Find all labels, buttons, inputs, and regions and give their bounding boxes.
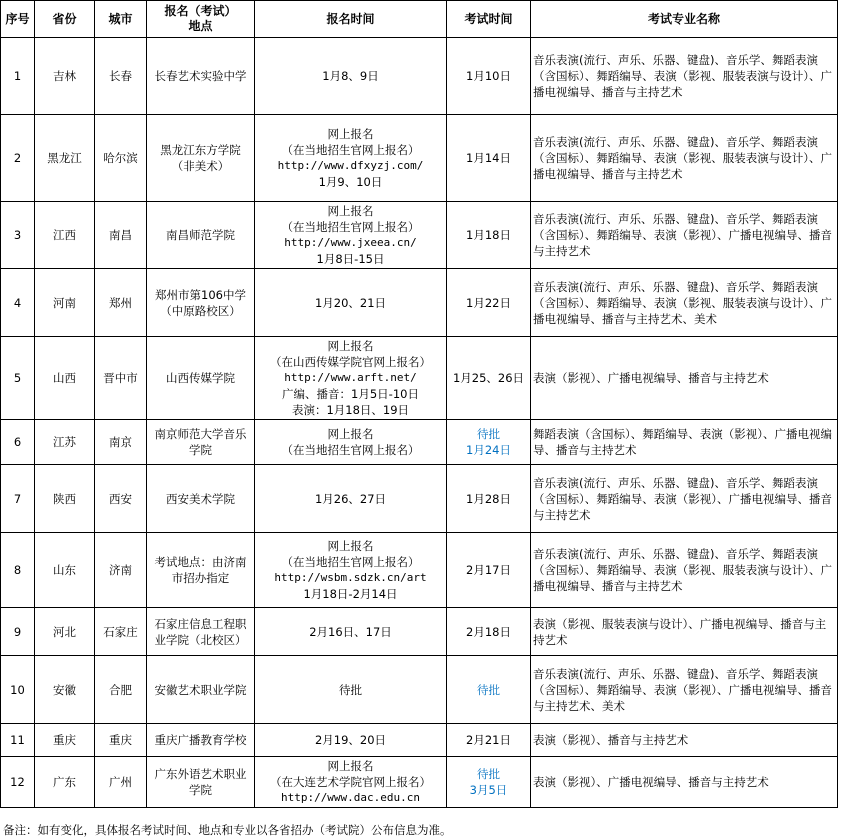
cell-city: 合肥 — [95, 656, 147, 724]
cell-province: 陕西 — [35, 465, 95, 533]
cell-major: 表演（影视）、播音与主持艺术 — [531, 724, 838, 757]
cell-registration-time — [255, 420, 447, 465]
cell-exam-time — [447, 115, 531, 202]
header-row — [1, 1, 838, 38]
cell-no: 11 — [1, 724, 35, 757]
location-line: 郑州市第106中学 — [155, 287, 246, 302]
cell-province: 重庆 — [35, 724, 95, 757]
exam-time-line: 2月17日 — [466, 563, 511, 577]
header-registration-time: 报名时间 — [255, 1, 447, 38]
exam-time-line: 1月25、26日 — [452, 371, 525, 385]
cell-province: 江西 — [35, 202, 95, 269]
registration-line: http://www.dfxyzj.com/ — [277, 159, 424, 172]
registration-line: （在当地招生官网上报名） — [281, 220, 420, 234]
cell-registration-time — [255, 608, 447, 656]
location-line: 安徽艺术职业学院 — [154, 682, 247, 697]
cell-exam-time — [447, 656, 531, 724]
location-line: 南昌师范学院 — [166, 228, 235, 242]
cell-major: 音乐表演(流行、声乐、乐器、键盘)、音乐学、舞蹈表演（含国标）、舞蹈编导、表演（影视、服装表演与设计）、广播电视编导、播音与主持艺术、美术 — [531, 269, 838, 337]
cell-major: 音乐表演(流行、声乐、乐器、键盘)、音乐学、舞蹈表演（含国标）、舞蹈编导、表演（影视、服装表演与设计）、广播电视编导、播音与主持艺术 — [531, 115, 838, 202]
cell-province: 河北 — [35, 608, 95, 656]
cell-major: 舞蹈表演（含国标）、舞蹈编导、表演（影视）、广播电视编导、播音与主持艺术 — [531, 420, 838, 465]
cell-location — [147, 202, 255, 269]
cell-major: 音乐表演(流行、声乐、乐器、键盘)、音乐学、舞蹈表演（含国标）、舞蹈编导、表演（影视）、广播电视编导、播音与主持艺术、美术 — [531, 656, 838, 724]
cell-exam-time — [447, 420, 531, 465]
cell-registration-time — [255, 337, 447, 420]
location-line: 重庆广播教育学校 — [154, 733, 247, 747]
exam-time-line: 1月28日 — [466, 491, 511, 506]
cell-city: 南京 — [95, 420, 147, 465]
cell-location — [147, 465, 255, 533]
registration-line: 1月9、10日 — [318, 175, 383, 189]
cell-major: 表演（影视）、广播电视编导、播音与主持艺术 — [531, 337, 838, 420]
header-exam-time: 考试时间 — [447, 1, 531, 38]
cell-exam-time — [447, 202, 531, 269]
cell-major: 音乐表演(流行、声乐、乐器、键盘)、音乐学、舞蹈表演（含国标）、舞蹈编导、表演（影视）、广播电视编导、播音与主持艺术 — [531, 202, 838, 269]
cell-no: 10 — [1, 656, 35, 724]
cell-location — [147, 337, 255, 420]
table-row — [1, 202, 838, 269]
cell-exam-time — [447, 38, 531, 115]
cell-city: 石家庄 — [95, 608, 147, 656]
registration-line: 网上报名 — [327, 339, 374, 353]
location-line: 长春艺术实验中学 — [154, 69, 247, 83]
cell-no: 12 — [1, 757, 35, 808]
registration-line: （在当地招生官网上报名） — [281, 443, 420, 457]
registration-line: （在当地招生官网上报名） — [281, 143, 420, 157]
cell-registration-time — [255, 724, 447, 757]
cell-major: 表演（影视）、广播电视编导、播音与主持艺术 — [531, 757, 838, 808]
registration-line: 2月16日、17日 — [309, 624, 392, 639]
header-location: 报名（考试） 地点 — [147, 1, 255, 38]
footnote: 备注：如有变化，具体报名考试时间、地点和专业以各省招办（考试院）公布信息为准。 — [3, 823, 452, 837]
cell-major: 音乐表演(流行、声乐、乐器、键盘)、音乐学、舞蹈表演（含国标）、舞蹈编导、表演（影视、服装表演与设计）、广播电视编导、播音与主持艺术 — [531, 38, 838, 115]
cell-registration-time — [255, 202, 447, 269]
registration-line: http://wsbm.sdzk.cn/art — [274, 571, 427, 584]
cell-province: 广东 — [35, 757, 95, 808]
cell-registration-time — [255, 757, 447, 808]
cell-city: 长春 — [95, 38, 147, 115]
table-row — [1, 608, 838, 656]
cell-province: 吉林 — [35, 38, 95, 115]
exam-time-line: 待批 — [477, 767, 500, 781]
location-line: 南京师范大学音乐 — [154, 427, 247, 441]
header-no: 序号 — [1, 1, 35, 38]
cell-location — [147, 269, 255, 337]
cell-location — [147, 608, 255, 656]
cell-no: 9 — [1, 608, 35, 656]
cell-no: 2 — [1, 115, 35, 202]
cell-city: 哈尔滨 — [95, 115, 147, 202]
cell-province: 河南 — [35, 269, 95, 337]
exam-time-line: 1月14日 — [466, 151, 511, 165]
cell-location — [147, 656, 255, 724]
cell-registration-time — [255, 115, 447, 202]
table-row — [1, 465, 838, 533]
cell-major: 表演（影视、服装表演与设计）、广播电视编导、播音与主持艺术 — [531, 608, 838, 656]
location-line: 黑龙江东方学院 — [160, 143, 241, 157]
location-line: 西安美术学院 — [166, 491, 235, 506]
cell-city: 重庆 — [95, 724, 147, 757]
cell-city: 广州 — [95, 757, 147, 808]
cell-location — [147, 757, 255, 808]
table-row — [1, 38, 838, 115]
table-row — [1, 656, 838, 724]
cell-city: 晋中市 — [95, 337, 147, 420]
exam-time-line: 3月5日 — [469, 783, 508, 797]
registration-line: （在山西传媒学院官网上报名） — [270, 355, 431, 369]
cell-location — [147, 38, 255, 115]
exam-time-line: 1月24日 — [466, 443, 511, 457]
registration-line: （在大连艺术学院官网上报名） — [270, 775, 431, 789]
location-line: 山西传媒学院 — [166, 371, 235, 385]
cell-no: 6 — [1, 420, 35, 465]
cell-exam-time — [447, 337, 531, 420]
table-row — [1, 533, 838, 608]
table-row — [1, 269, 838, 337]
cell-registration-time — [255, 656, 447, 724]
cell-city: 郑州 — [95, 269, 147, 337]
cell-no: 7 — [1, 465, 35, 533]
cell-registration-time — [255, 269, 447, 337]
exam-time-line: 待批 — [477, 427, 500, 441]
cell-location — [147, 533, 255, 608]
cell-exam-time — [447, 724, 531, 757]
cell-major: 音乐表演(流行、声乐、乐器、键盘)、音乐学、舞蹈表演（含国标）、舞蹈编导、表演（影视、服装表演与设计）、广播电视编导、播音与主持艺术 — [531, 533, 838, 608]
table-row — [1, 337, 838, 420]
cell-no: 1 — [1, 38, 35, 115]
location-line: （中原路校区） — [160, 303, 241, 318]
cell-city: 南昌 — [95, 202, 147, 269]
exam-time-line: 1月10日 — [466, 69, 511, 83]
cell-province: 安徽 — [35, 656, 95, 724]
cell-exam-time — [447, 608, 531, 656]
table-row — [1, 724, 838, 757]
cell-exam-time — [447, 465, 531, 533]
cell-location — [147, 724, 255, 757]
registration-line: 广编、播音：1月5日-10日 — [282, 387, 419, 401]
registration-line: 1月26、27日 — [314, 491, 387, 506]
location-line: 石家庄信息工程职 — [154, 616, 247, 631]
exam-time-line: 2月21日 — [466, 733, 511, 747]
location-line: 广东外语艺术职业 — [154, 767, 247, 781]
registration-line: （在当地招生官网上报名） — [281, 555, 420, 569]
cell-no: 8 — [1, 533, 35, 608]
cell-city: 济南 — [95, 533, 147, 608]
header-major: 考试专业名称 — [531, 1, 838, 38]
header-city: 城市 — [95, 1, 147, 38]
cell-exam-time — [447, 533, 531, 608]
registration-line: http://www.jxeea.cn/ — [284, 236, 417, 249]
table-row — [1, 115, 838, 202]
registration-line: 网上报名 — [327, 204, 374, 218]
cell-province: 江苏 — [35, 420, 95, 465]
location-line: 考试地点：由济南 — [154, 555, 247, 569]
location-line: 业学院（北校区） — [154, 632, 247, 647]
cell-location — [147, 115, 255, 202]
exam-time-line: 1月18日 — [466, 228, 511, 242]
registration-line: 1月8、9日 — [322, 69, 379, 83]
cell-registration-time — [255, 465, 447, 533]
registration-line: 网上报名 — [327, 759, 374, 773]
registration-line: 1月18日-2月14日 — [303, 587, 398, 601]
cell-province: 黑龙江 — [35, 115, 95, 202]
cell-registration-time — [255, 38, 447, 115]
cell-major: 音乐表演(流行、声乐、乐器、键盘)、音乐学、舞蹈表演（含国标）、舞蹈编导、表演（影视）、广播电视编导、播音与主持艺术 — [531, 465, 838, 533]
cell-no: 3 — [1, 202, 35, 269]
cell-province: 山东 — [35, 533, 95, 608]
cell-exam-time — [447, 269, 531, 337]
cell-registration-time — [255, 533, 447, 608]
registration-line: 网上报名 — [327, 427, 374, 441]
location-line: （非美术） — [171, 159, 230, 173]
registration-line: 待批 — [339, 682, 362, 697]
cell-city: 西安 — [95, 465, 147, 533]
registration-line: 1月8日-15日 — [316, 252, 385, 266]
header-province: 省份 — [35, 1, 95, 38]
exam-time-line: 待批 — [477, 682, 500, 697]
registration-line: 网上报名 — [327, 539, 374, 553]
location-line: 学院 — [189, 783, 212, 797]
registration-line: http://www.arft.net/ — [284, 371, 417, 384]
exam-time-line: 1月22日 — [466, 295, 511, 310]
table-row — [1, 757, 838, 808]
exam-time-line: 2月18日 — [466, 624, 511, 639]
registration-line: 表演：1月18日、19日 — [291, 403, 410, 417]
table-row — [1, 420, 838, 465]
cell-location — [147, 420, 255, 465]
registration-line: 2月19、20日 — [314, 733, 387, 747]
registration-line: 1月20、21日 — [314, 295, 387, 310]
cell-province: 山西 — [35, 337, 95, 420]
cell-no: 5 — [1, 337, 35, 420]
cell-exam-time — [447, 757, 531, 808]
cell-no: 4 — [1, 269, 35, 337]
registration-line: http://www.dac.edu.cn — [280, 791, 421, 804]
registration-line: 网上报名 — [327, 127, 374, 141]
location-line: 市招办指定 — [171, 571, 230, 585]
location-line: 学院 — [189, 443, 212, 457]
